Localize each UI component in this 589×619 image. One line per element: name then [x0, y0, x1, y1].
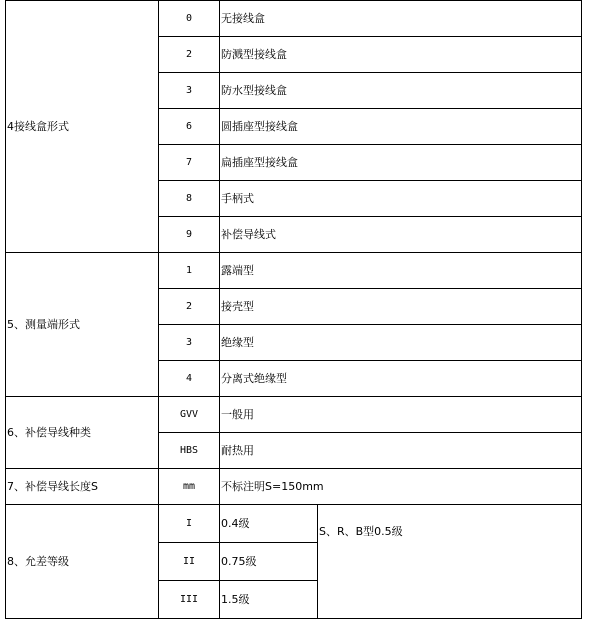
junction-desc-3: 圆插座型接线盒	[220, 109, 582, 145]
junction-desc-2: 防水型接线盒	[220, 73, 582, 109]
measure-end-code-2: 3	[159, 325, 220, 361]
junction-desc-1: 防溅型接线盒	[220, 37, 582, 73]
wire-type-code-0: GVV	[159, 397, 220, 433]
wire-type-code-1: HBS	[159, 433, 220, 469]
tolerance-label: 8、允差等级	[6, 505, 159, 619]
junction-code-1: 2	[159, 37, 220, 73]
measure-end-code-0: 1	[159, 253, 220, 289]
junction-code-4: 7	[159, 145, 220, 181]
junction-code-2: 3	[159, 73, 220, 109]
wire-type-label: 6、补偿导线种类	[6, 397, 159, 469]
wire-type-desc-0: 一般用	[220, 397, 582, 433]
tolerance-note: S、R、B型0.5级	[318, 505, 582, 619]
junction-label: 4接线盒形式	[6, 1, 159, 253]
junction-desc-5: 手柄式	[220, 181, 582, 217]
measure-end-label: 5、测量端形式	[6, 253, 159, 397]
junction-code-3: 6	[159, 109, 220, 145]
junction-code-5: 8	[159, 181, 220, 217]
measure-end-code-3: 4	[159, 361, 220, 397]
tolerance-code-1: II	[159, 543, 220, 581]
spec-table	[5, 0, 582, 619]
wire-length-code: mm	[159, 469, 220, 505]
junction-desc-0: 无接线盒	[220, 1, 582, 37]
wire-type-desc-1: 耐热用	[220, 433, 582, 469]
tolerance-desc-1: 0.75级	[220, 543, 318, 581]
tolerance-code-2: III	[159, 581, 220, 619]
tolerance-desc-0: 0.4级	[220, 505, 318, 543]
measure-end-desc-0: 露端型	[220, 253, 582, 289]
junction-code-6: 9	[159, 217, 220, 253]
measure-end-desc-3: 分离式绝缘型	[220, 361, 582, 397]
measure-end-code-1: 2	[159, 289, 220, 325]
junction-desc-4: 扁插座型接线盒	[220, 145, 582, 181]
wire-length-label: 7、补偿导线长度S	[6, 469, 159, 505]
junction-desc-6: 补偿导线式	[220, 217, 582, 253]
tolerance-code-0: I	[159, 505, 220, 543]
wire-length-desc: 不标注明S=150mm	[220, 469, 582, 505]
measure-end-desc-2: 绝缘型	[220, 325, 582, 361]
junction-code-0: 0	[159, 1, 220, 37]
measure-end-desc-1: 接壳型	[220, 289, 582, 325]
tolerance-desc-2: 1.5级	[220, 581, 318, 619]
